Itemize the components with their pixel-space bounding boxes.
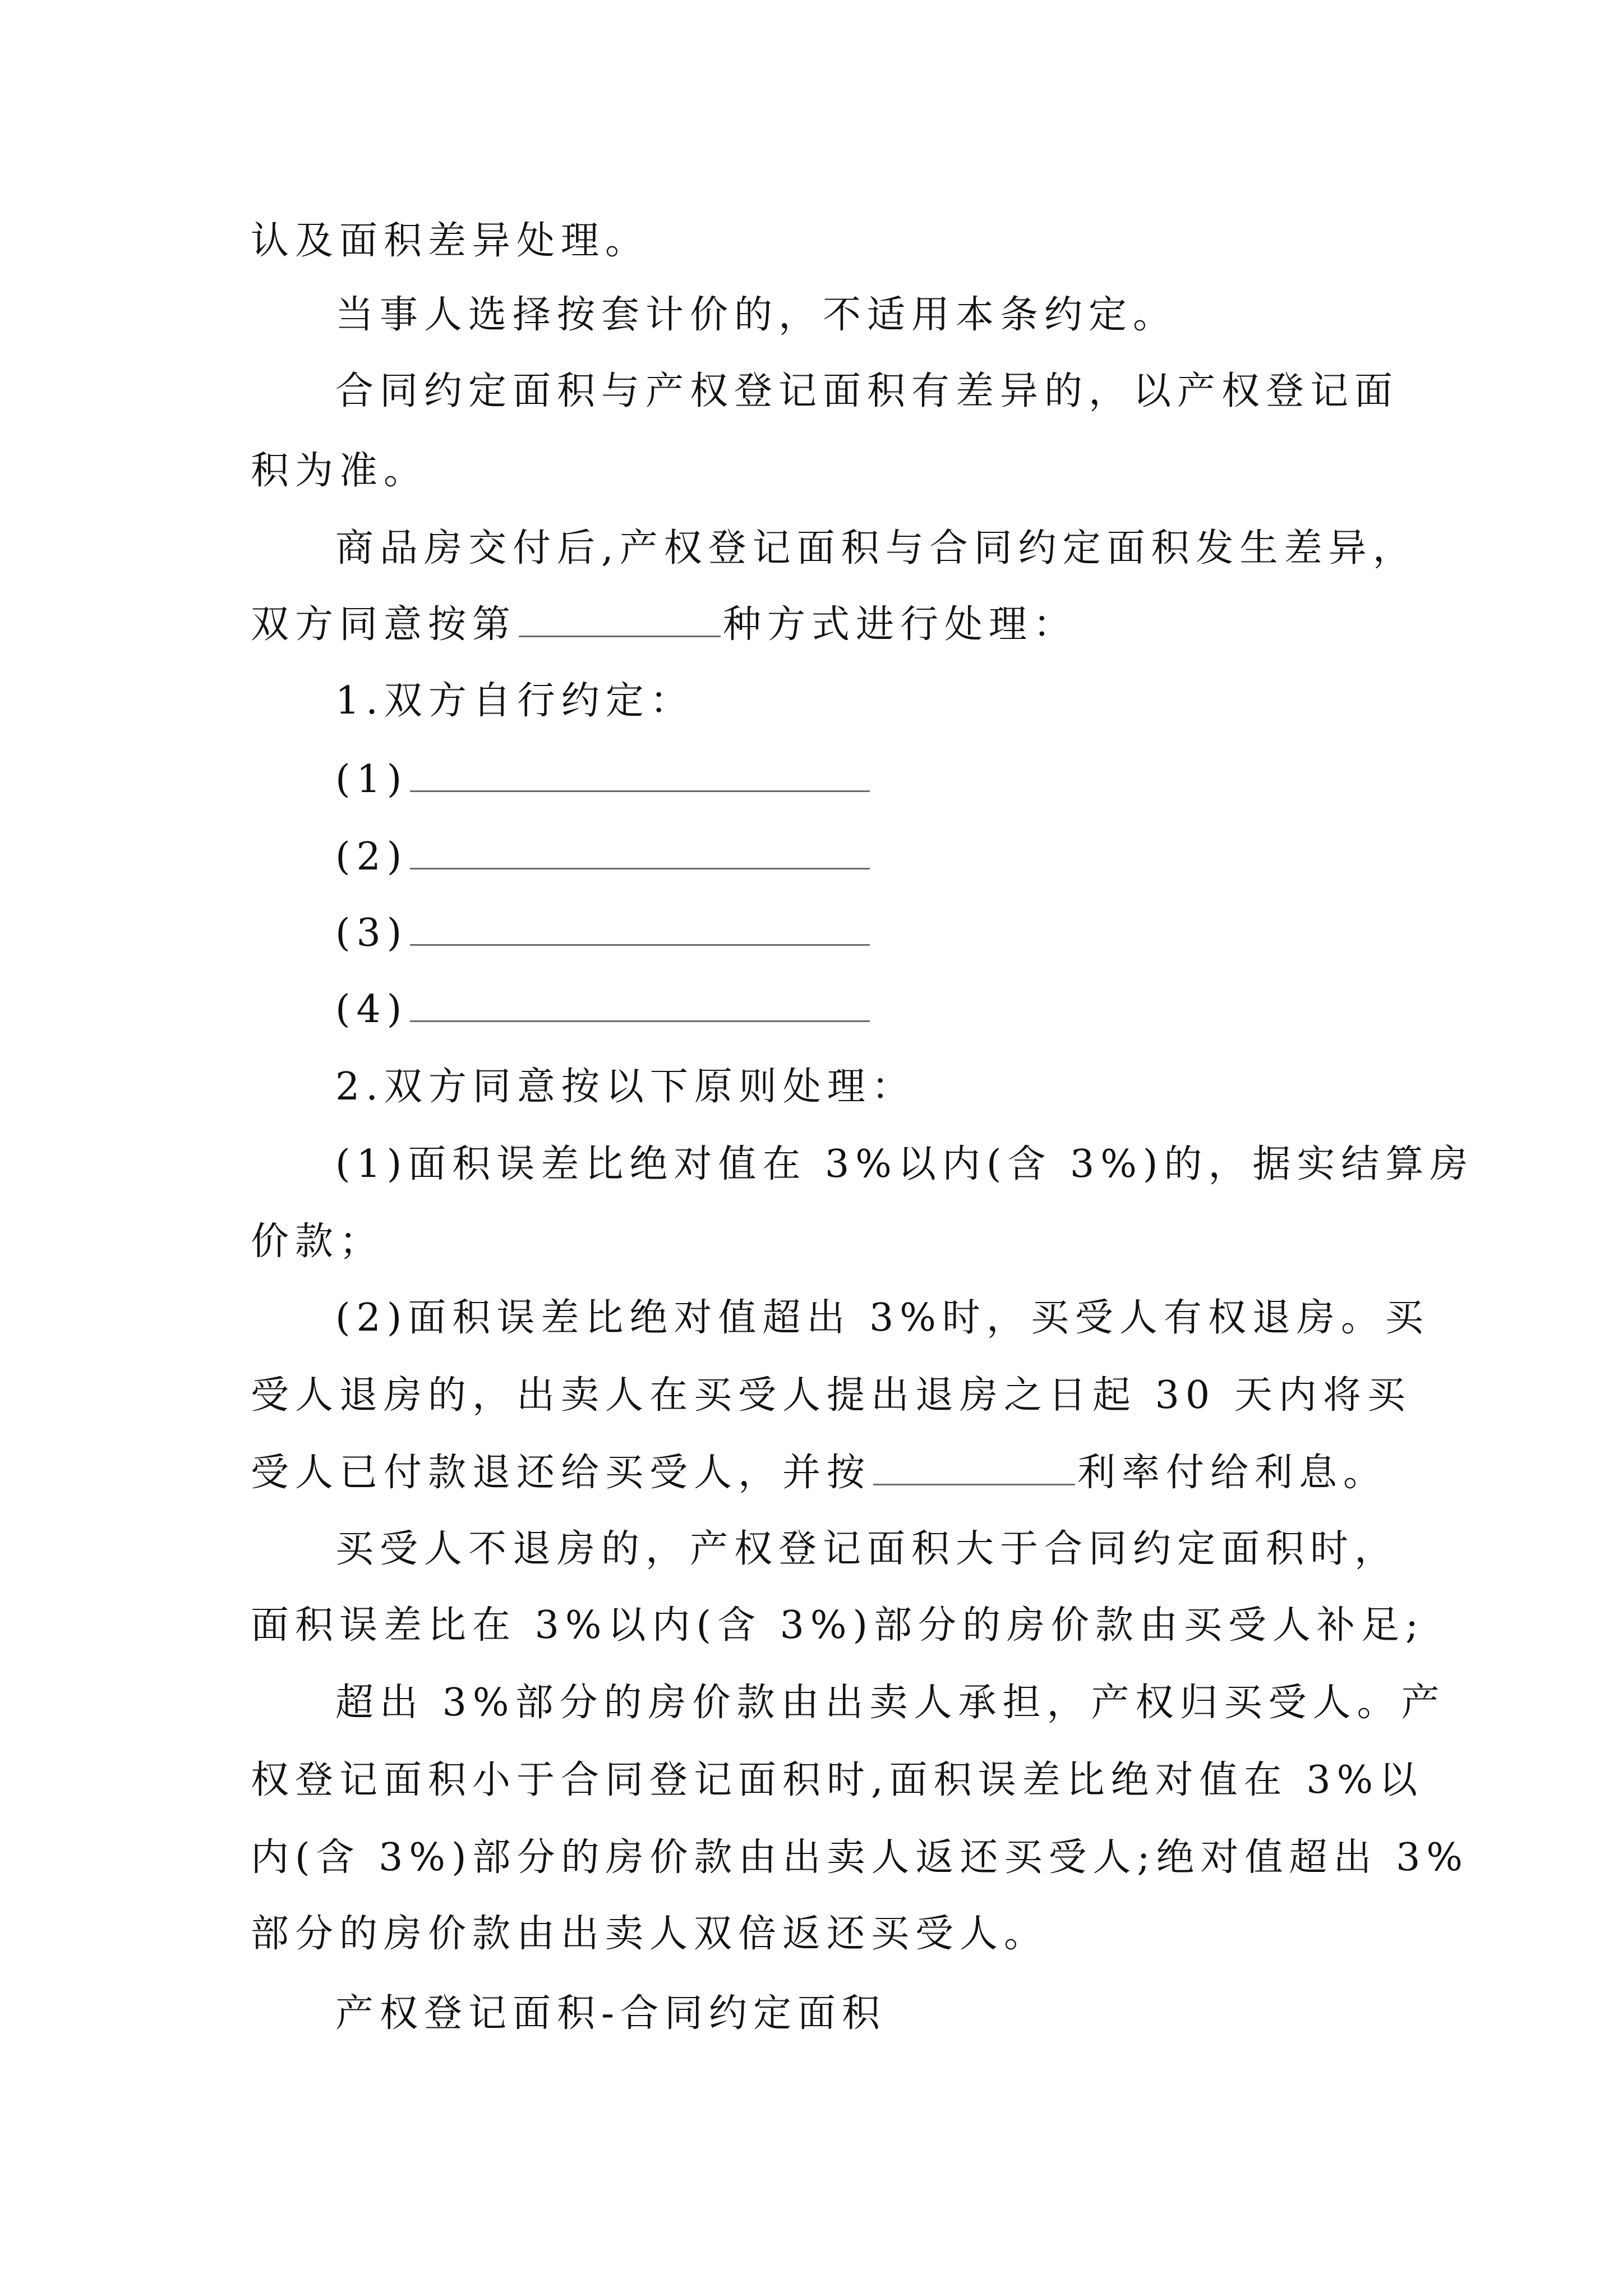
line-text: 超出 3%部分的房价款由出卖人承担，产权归买受人。产 <box>335 1681 1446 1725</box>
paragraph-line <box>251 1906 1048 1962</box>
paragraph-line <box>335 1521 1399 1577</box>
item-label: (1) <box>335 757 408 802</box>
line-text: 积为准。 <box>251 449 428 493</box>
paragraph-line <box>335 1059 916 1115</box>
paragraph-line <box>335 1137 1474 1193</box>
item-label: (3) <box>335 911 408 955</box>
line-text: 受人退房的，出卖人在买受人提出退房之日起 30 天内将买 <box>251 1373 1412 1418</box>
paragraph-line <box>251 443 428 499</box>
paragraph-line <box>335 1986 886 2042</box>
line-text: 权登记面积小于合同登记面积时,面积误差比绝对值在 3%以 <box>251 1758 1424 1802</box>
paragraph-line <box>251 1368 1412 1424</box>
fill-in-blank <box>873 1447 1075 1485</box>
line-text: 当事人选择按套计价的，不适用本条约定。 <box>335 293 1178 337</box>
line-text: 面积误差比在 3%以内(含 3%)部分的房价款由买受人补足; <box>251 1603 1424 1648</box>
fill-in-blank <box>410 831 870 869</box>
paragraph-line <box>251 1598 1424 1654</box>
paragraph-line <box>251 1752 1423 1809</box>
fill-in-blank <box>410 908 870 946</box>
paragraph-line <box>251 1830 1469 1886</box>
line-text: (1)面积误差比绝对值在 3%以内(含 3%)的，据实结算房 <box>335 1142 1474 1186</box>
line-text: 2.双方同意按以下原则处理： <box>335 1065 916 1109</box>
paragraph-line <box>335 673 694 729</box>
line-text: (2)面积误差比绝对值超出 3%时，买受人有权退房。买 <box>335 1296 1430 1340</box>
list-item <box>335 982 872 1038</box>
line-text: 内(含 3%)部分的房价款由出卖人返还买受人;绝对值超出 3% <box>251 1835 1469 1880</box>
paragraph-line <box>251 213 649 269</box>
paragraph-line <box>335 287 1177 343</box>
paragraph-line <box>335 1675 1446 1731</box>
line-text: 部分的房价款由出卖人双倍返还买受人。 <box>251 1912 1049 1956</box>
line-text: 认及面积差异处理。 <box>251 219 650 263</box>
fill-in-blank <box>410 984 870 1022</box>
paragraph-line <box>251 1445 1387 1501</box>
line-text: 1.双方自行约定： <box>335 679 694 723</box>
list-item <box>335 752 872 808</box>
paragraph-line <box>251 597 1077 653</box>
fill-in-blank <box>410 754 870 792</box>
paragraph-line <box>335 1290 1430 1346</box>
list-item <box>335 905 872 961</box>
line-text: 价款； <box>251 1220 384 1264</box>
line-text-after-blank: 利率付给利息。 <box>1077 1451 1388 1495</box>
line-text: 买受人不退房的，产权登记面积大于合同约定面积时， <box>335 1527 1399 1571</box>
paragraph-line <box>251 1214 384 1270</box>
paragraph-line <box>335 521 1417 577</box>
line-text-before-blank: 双方同意按第 <box>251 602 517 647</box>
line-text: 产权登记面积-合同约定面积 <box>335 1991 886 2036</box>
line-text-before-blank: 受人已付款退还给买受人，并按 <box>251 1451 872 1495</box>
list-item <box>335 829 872 885</box>
paragraph-line <box>335 364 1399 420</box>
item-label: (2) <box>335 835 408 879</box>
line-text-after-blank: 种方式进行处理： <box>723 602 1078 647</box>
item-label: (4) <box>335 987 408 1032</box>
fill-in-blank <box>519 599 721 637</box>
line-text: 合同约定面积与产权登记面积有差异的，以产权登记面 <box>335 369 1399 413</box>
line-text: 商品房交付后,产权登记面积与合同约定面积发生差异， <box>335 526 1417 570</box>
